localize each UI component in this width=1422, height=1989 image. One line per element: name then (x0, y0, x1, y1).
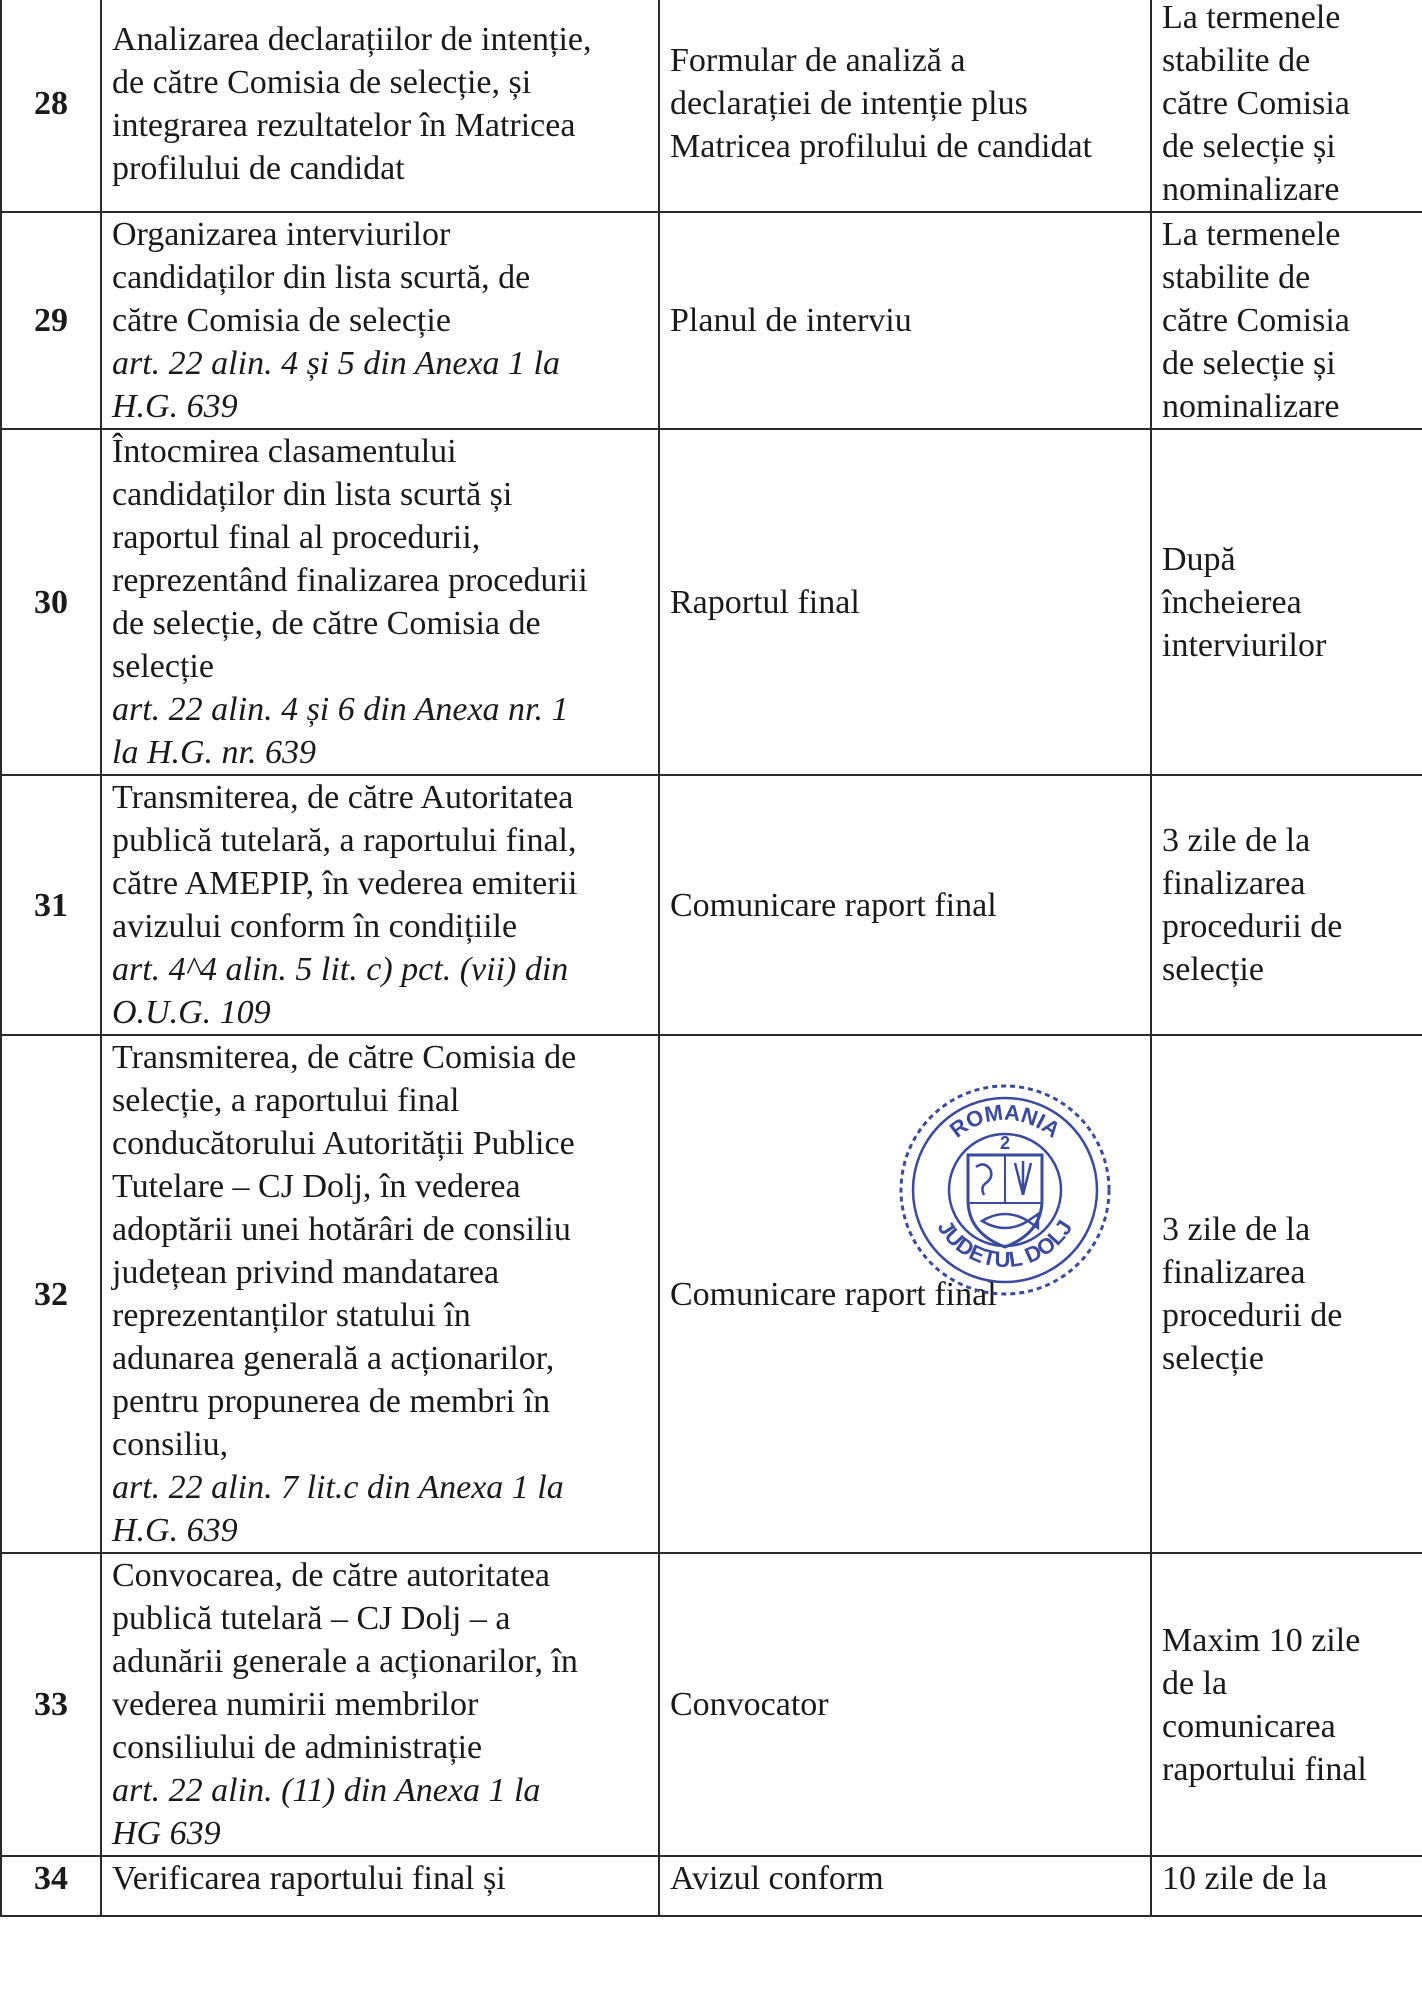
text-line: interviurilor (1162, 626, 1327, 664)
text-line: publică tutelară – CJ Dolj – a (112, 1600, 511, 1637)
text-line: La termenele (1162, 216, 1341, 253)
row-number: 33 (1, 1553, 101, 1856)
text-line: Transmiterea, de către Autoritatea (112, 779, 574, 816)
county-seal-stamp (890, 1075, 1120, 1305)
text-line: Matricea profilului de candidat (670, 128, 1092, 165)
text-line: La termenele (1162, 0, 1341, 36)
text-line: selecție (1162, 1340, 1264, 1377)
text-line: nominalizare (1162, 171, 1340, 208)
text-line: comunicarea (1162, 1707, 1336, 1745)
document-cell (659, 212, 1151, 429)
text-line: selecție (112, 648, 214, 685)
document-cell (659, 775, 1151, 1035)
text-line: reprezentând finalizarea procedurii (112, 562, 588, 599)
text-line: către Comisia (1162, 85, 1350, 122)
text-line: de selecție și (1162, 345, 1336, 382)
text-line: selecție, a raportului final (112, 1082, 460, 1119)
text-line: Întocmirea clasamentului (112, 433, 457, 470)
text-line: 10 zile de la (1162, 1860, 1328, 1897)
text-line: Analizarea declarațiilor de intenție, (112, 20, 592, 58)
text-line: Convocator (670, 1686, 829, 1723)
text-line: nominalizare (1162, 388, 1340, 425)
stamp-number: 2 (999, 1133, 1011, 1153)
text-line: finalizarea (1162, 1254, 1306, 1291)
text-line: consiliului de administrație (112, 1729, 483, 1766)
text-line: adunarea generală a acționarilor, (112, 1340, 555, 1377)
text-line: pentru propunerea de membri în (112, 1383, 551, 1420)
activity-cell (101, 212, 659, 429)
legal-reference-line: art. 22 alin. 4 și 5 din Anexa 1 la (112, 345, 560, 382)
text-line: către Comisia (1162, 302, 1350, 339)
table-row (1, 775, 1422, 1035)
text-line: profilului de candidat (112, 149, 405, 187)
text-line: Tutelare – CJ Dolj, în vederea (112, 1168, 521, 1205)
text-line: selecție (1162, 951, 1264, 988)
table-row (1, 429, 1422, 775)
text-line: Convocarea, de către autoritatea (112, 1557, 550, 1594)
text-line: procedurii de (1162, 908, 1343, 945)
text-line: 3 zile de la (1162, 1211, 1311, 1248)
legal-reference-line: art. 4^4 alin. 5 lit. c) pct. (vii) din (112, 951, 569, 988)
row-number: 28 (1, 0, 101, 212)
text-line: raportului final (1162, 1750, 1367, 1788)
row-number: 34 (1, 1856, 101, 1916)
text-line: Raportul final (670, 583, 860, 621)
activity-cell (101, 775, 659, 1035)
text-line: de selecție, de către Comisia de (112, 605, 541, 642)
text-line: consiliu, (112, 1426, 229, 1463)
row-number: 29 (1, 212, 101, 429)
activity-cell (101, 1035, 659, 1553)
deadline-cell (1151, 1856, 1422, 1916)
svg-text:JUDETUL DOLJ (933, 1216, 1078, 1273)
activity-cell (101, 0, 659, 212)
text-line: 3 zile de la (1162, 822, 1311, 859)
table-row (1, 1035, 1422, 1553)
row-number: 30 (1, 429, 101, 775)
text-line: adoptării unei hotărâri de consiliu (112, 1211, 571, 1248)
text-line: stabilite de (1162, 259, 1311, 296)
stamp-bottom-text: JUDETUL DOLJ (932, 1215, 1078, 1273)
text-line: conducătorului Autorității Publice (112, 1125, 575, 1162)
legal-reference-line: art. 22 alin. (11) din Anexa 1 la (112, 1772, 541, 1809)
legal-reference-line: H.G. 639 (112, 388, 238, 425)
text-line: de selecție și (1162, 128, 1336, 165)
table-row (1, 1856, 1422, 1916)
text-line: finalizarea (1162, 865, 1306, 902)
legal-reference-line: la H.G. nr. 639 (112, 734, 317, 771)
table-row (1, 1553, 1422, 1856)
text-line: de la (1162, 1664, 1228, 1702)
deadline-cell (1151, 0, 1422, 212)
text-line: Maxim 10 zile (1162, 1621, 1361, 1659)
text-line: adunării generale a acționarilor, în (112, 1643, 578, 1680)
text-line: către AMEPIP, în vederea emiterii (112, 865, 578, 902)
legal-reference-line: HG 639 (112, 1815, 221, 1852)
text-line: Organizarea interviurilor (112, 216, 451, 253)
table-row (1, 212, 1422, 429)
text-line: candidaților din lista scurtă, de (112, 259, 531, 296)
text-line: publică tutelară, a raportului final, (112, 822, 577, 859)
text-line: După (1162, 540, 1236, 578)
text-line: Verificarea raportului final și (112, 1860, 506, 1897)
text-line: reprezentanților statului în (112, 1297, 471, 1334)
legal-reference-line: H.G. 639 (112, 1512, 238, 1549)
text-line: către Comisia de selecție (112, 302, 451, 339)
activity-cell (101, 429, 659, 775)
text-line: Planul de interviu (670, 302, 912, 339)
text-line: integrarea rezultatelor în Matricea (112, 106, 576, 144)
deadline-cell (1151, 429, 1422, 775)
text-line: vederea numirii membrilor (112, 1686, 479, 1723)
text-line: Transmiterea, de către Comisia de (112, 1039, 577, 1076)
row-number: 31 (1, 775, 101, 1035)
text-line: Avizul conform (670, 1860, 884, 1897)
deadline-cell (1151, 775, 1422, 1035)
text-line: declarației de intenție plus (670, 85, 1028, 122)
text-line: raportul final al procedurii, (112, 519, 481, 556)
table-row (1, 0, 1422, 212)
text-line: avizului conform în condițiile (112, 908, 518, 945)
text-line: procedurii de (1162, 1297, 1343, 1334)
text-line: stabilite de (1162, 42, 1311, 79)
text-line: încheierea (1162, 583, 1302, 621)
document-cell (659, 1553, 1151, 1856)
row-number: 32 (1, 1035, 101, 1553)
text-line: Formular de analiză a (670, 42, 966, 79)
legal-reference-line: O.U.G. 109 (112, 994, 271, 1031)
text-line: județean privind mandatarea (112, 1254, 500, 1291)
text-line: Comunicare raport final (670, 1275, 997, 1313)
deadline-cell (1151, 1553, 1422, 1856)
stamp-top-text: ROMANIA (944, 1099, 1066, 1143)
text-line: de către Comisia de selecție, și (112, 63, 532, 101)
deadline-cell (1151, 212, 1422, 429)
legal-reference-line: art. 22 alin. 7 lit.c din Anexa 1 la (112, 1469, 564, 1506)
document-cell (659, 1856, 1151, 1916)
text-line: Comunicare raport final (670, 886, 997, 924)
text-line: candidaților din lista scurtă și (112, 476, 513, 513)
activity-cell (101, 1856, 659, 1916)
document-cell (659, 429, 1151, 775)
activity-cell (101, 1553, 659, 1856)
document-cell (659, 0, 1151, 212)
deadline-cell (1151, 1035, 1422, 1553)
legal-reference-line: art. 22 alin. 4 și 6 din Anexa nr. 1 (112, 691, 569, 728)
